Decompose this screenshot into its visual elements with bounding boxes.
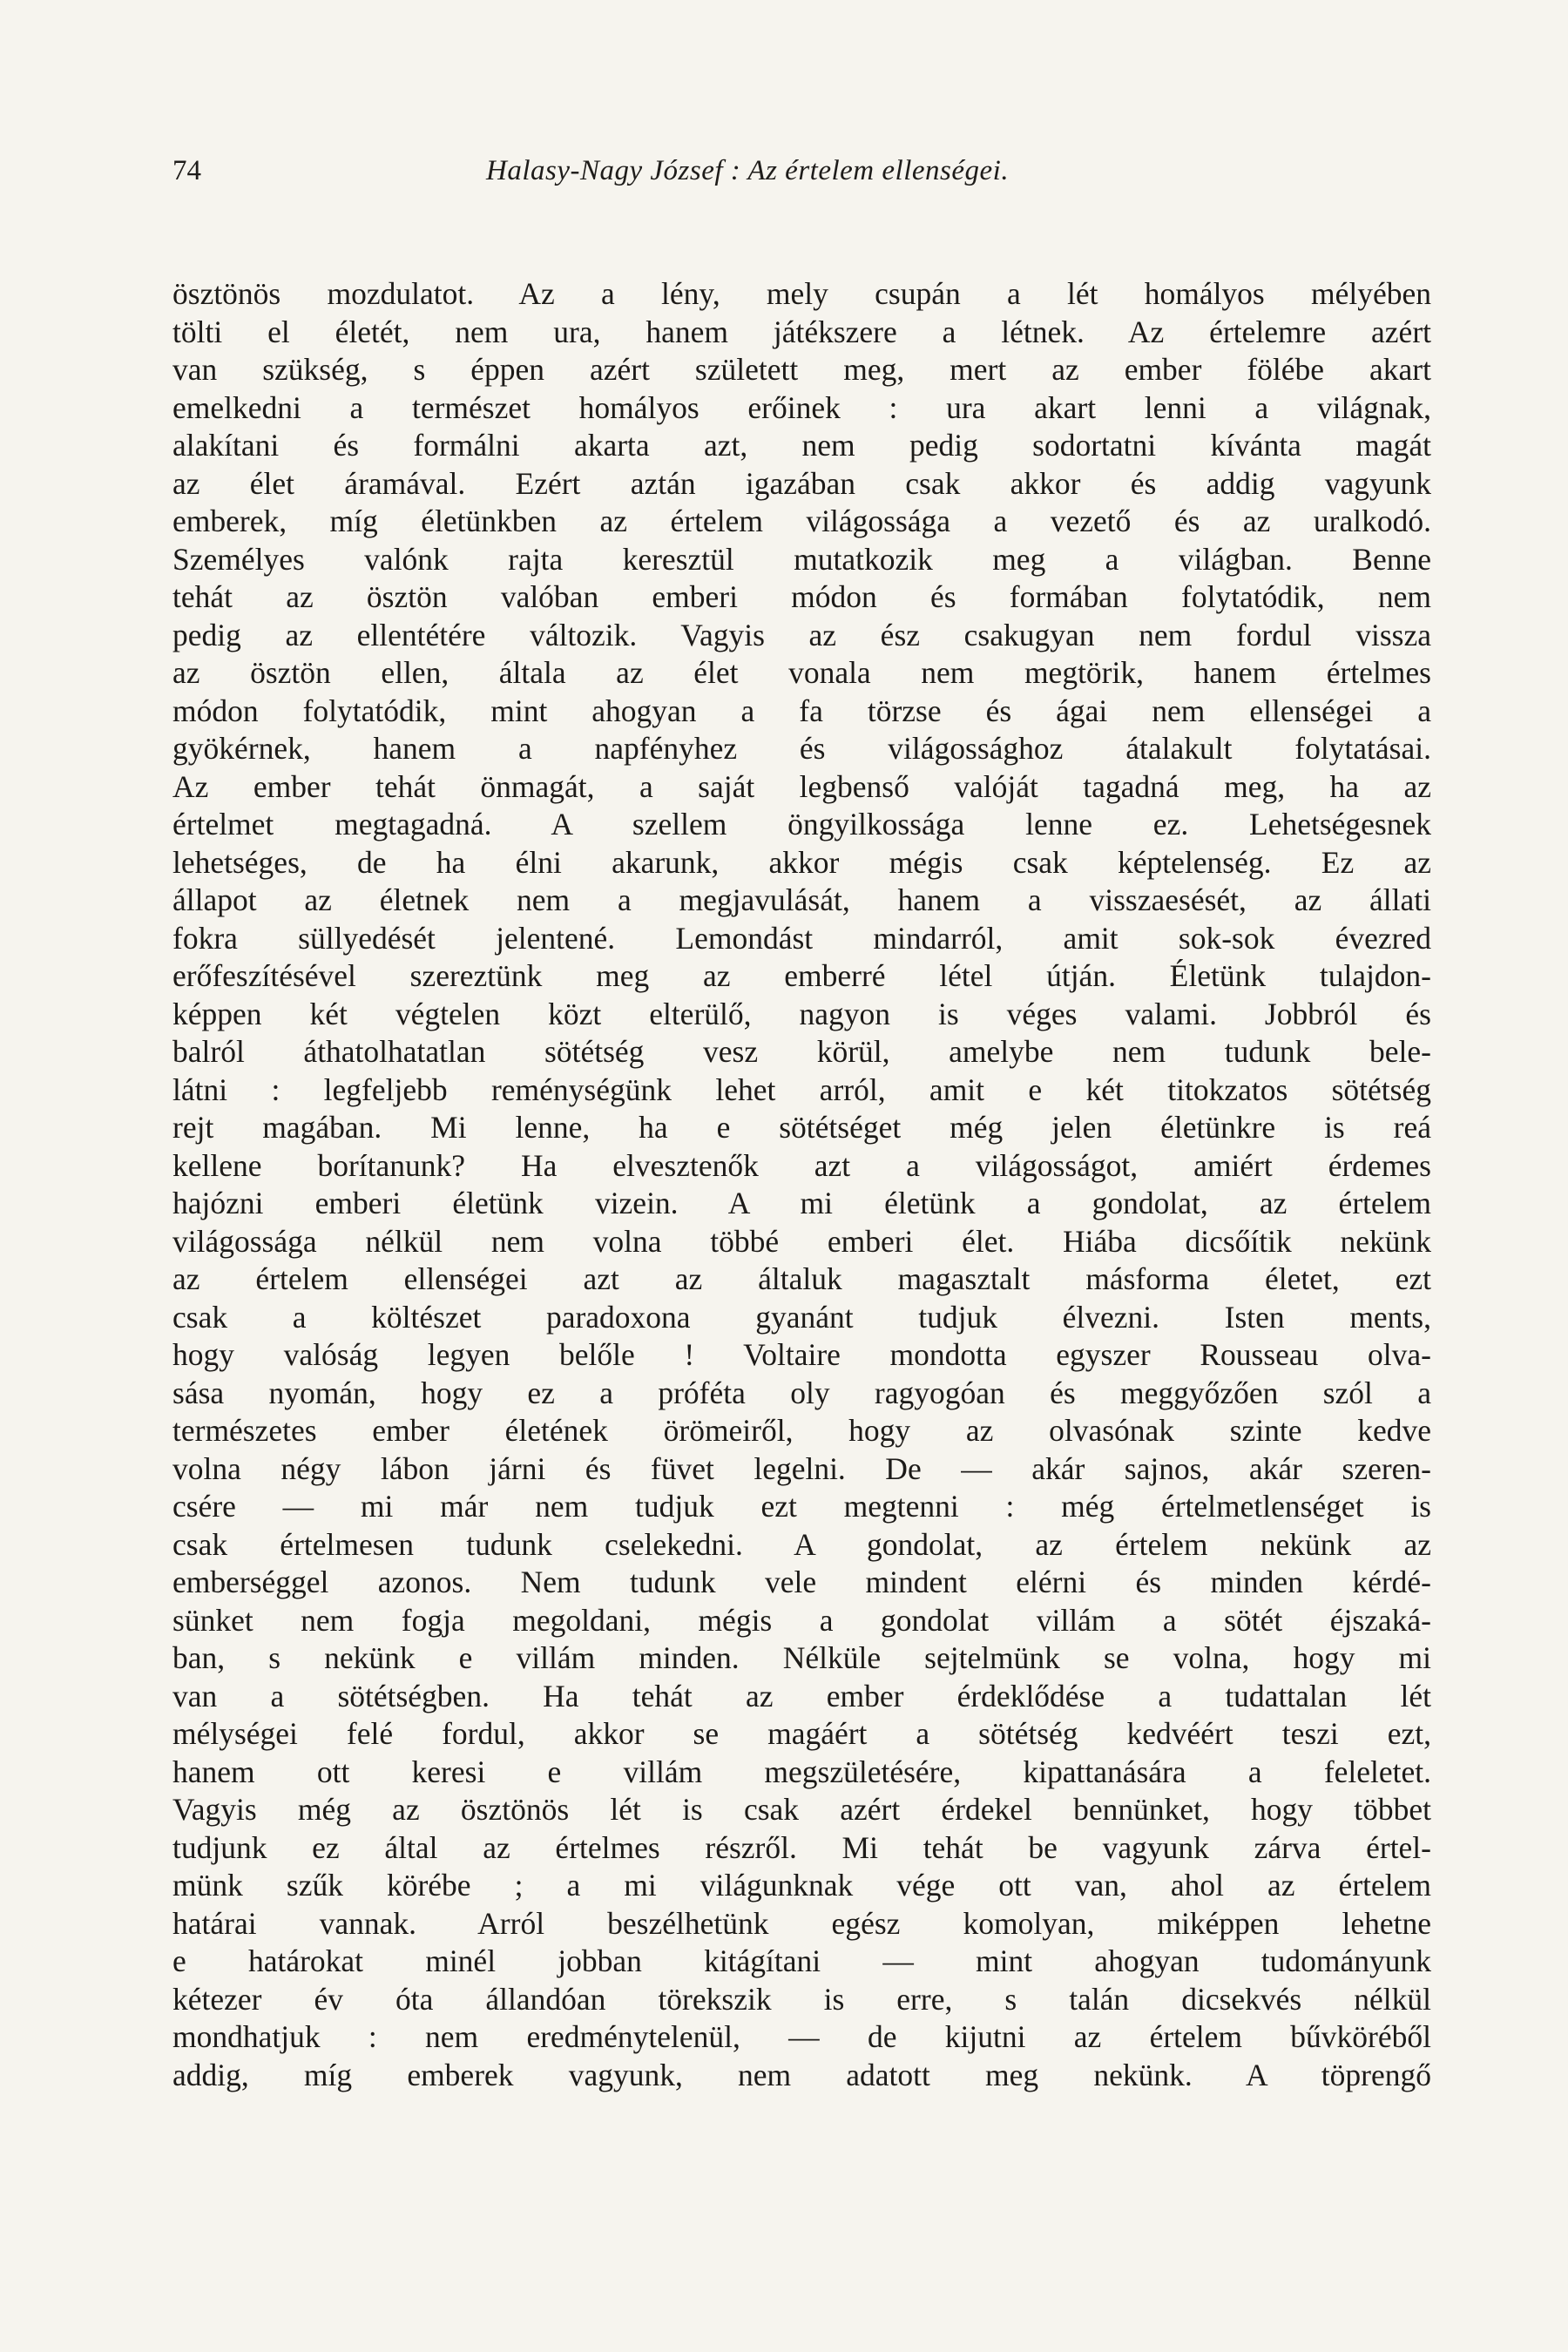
text-line: sünket nem fogja megoldani, mégis a gondolat villám a sötét éjszaká- bbox=[172, 1602, 1431, 1638]
running-head bbox=[172, 155, 1431, 199]
text-line: lehetséges, de ha élni akarunk, akkor mégis csak képtelenség. Ez az bbox=[172, 844, 1431, 880]
text-line: csak a költészet paradoxona gyanánt tudjuk élvezni. Isten ments, bbox=[172, 1299, 1431, 1335]
text-line: természetes ember életének örömeiről, hogy az olvasónak szinte kedve bbox=[172, 1413, 1431, 1448]
text-line: erőfeszítésével szereztünk meg az emberré létel útján. Életünk tulajdon- bbox=[172, 958, 1431, 993]
text-line: Vagyis még az ösztönös lét is csak azért érdekel bennünket, hogy többet bbox=[172, 1792, 1431, 1827]
running-title: Halasy-Nagy József : Az értelem ellenségei. bbox=[486, 155, 1010, 186]
text-line: rejt magában. Mi lenne, ha e sötétséget még jelen életünkre is reá bbox=[172, 1110, 1431, 1145]
text-line: balról áthatolhatatlan sötétség vesz körül, amelybe nem tudunk bele- bbox=[172, 1034, 1431, 1069]
text-line: hajózni emberi életünk vizein. A mi életünk a gondolat, az értelem bbox=[172, 1186, 1431, 1220]
text-line: látni : legfeljebb reménységünk lehet arról, amit e két titokzatos sötétség bbox=[172, 1071, 1431, 1107]
text-line: van szükség, s éppen azért született meg, mert az ember fölébe akart bbox=[172, 352, 1431, 387]
body-text bbox=[172, 275, 1431, 2094]
text-line: sása nyomán, hogy ez a próféta oly ragyogóan és meggyőzően szól a bbox=[172, 1375, 1431, 1410]
text-line: van a sötétségben. Ha tehát az ember érdeklődése a tudattalan lét bbox=[172, 1678, 1431, 1713]
text-line: tudjunk ez által az értelmes részről. Mi tehát be vagyunk zárva értel- bbox=[172, 1829, 1431, 1865]
text-line: emberséggel azonos. Nem tudunk vele mindent elérni és minden kérdé- bbox=[172, 1565, 1431, 1599]
text-line: münk szűk körébe ; a mi világunknak vége ott van, ahol az értelem bbox=[172, 1868, 1431, 1903]
text-line: képpen két végtelen közt elterülő, nagyon is véges valami. Jobbról és bbox=[172, 996, 1431, 1031]
text-line: csére — mi már nem tudjuk ezt megtenni : még értelmetlenséget is bbox=[172, 1489, 1431, 1524]
text-line: mondhatjuk : nem eredménytelenül, — de kijutni az értelem bűvköréből bbox=[172, 2019, 1431, 2054]
text-line: az ösztön ellen, általa az élet vonala nem megtörik, hanem értelmes bbox=[172, 655, 1431, 690]
text-line: volna négy lábon járni és füvet legelni. De — akár sajnos, akár szeren- bbox=[172, 1450, 1431, 1486]
text-line: kellene borítanunk? Ha elvesztenők azt a világosságot, amiért érdemes bbox=[172, 1147, 1431, 1183]
text-line: állapot az életnek nem a megjavulását, hanem a visszaesését, az állati bbox=[172, 882, 1431, 917]
text-line: e határokat minél jobban kitágítani — mint ahogyan tudományunk bbox=[172, 1943, 1431, 1978]
text-line: tölti el életét, nem ura, hanem játékszere a létnek. Az értelemre azért bbox=[172, 314, 1431, 349]
text-line: alakítani és formálni akarta azt, nem pedig sodortatni kívánta magát bbox=[172, 428, 1431, 463]
text-line: csak értelmesen tudunk cselekedni. A gondolat, az értelem nekünk az bbox=[172, 1526, 1431, 1562]
text-line: az élet áramával. Ezért aztán igazában csak akkor és addig vagyunk bbox=[172, 465, 1431, 501]
text-line: határai vannak. Arról beszélhetünk egész komolyan, miképpen lehetne bbox=[172, 1905, 1431, 1941]
text-line: hanem ott keresi e villám megszületésére, kipattanására a feleletet. bbox=[172, 1754, 1431, 1789]
text-line: emberek, míg életünkben az értelem világossága a vezető és az uralkodó. bbox=[172, 504, 1431, 538]
text-line: mélységei felé fordul, akkor se magáért a sötétség kedvéért teszi ezt, bbox=[172, 1716, 1431, 1751]
text-line: értelmet megtagadná. A szellem öngyilkossága lenne ez. Lehetségesnek bbox=[172, 807, 1431, 841]
text-line: világossága nélkül nem volna többé emberi élet. Hiába dicsőítik nekünk bbox=[172, 1223, 1431, 1259]
text-line: Az ember tehát önmagát, a saját legbenső valóját tagadná meg, ha az bbox=[172, 768, 1431, 804]
text-line: emelkedni a természet homályos erőinek : ura akart lenni a világnak, bbox=[172, 389, 1431, 425]
text-line: fokra süllyedését jelentené. Lemondást mindarról, amit sok-sok évezred bbox=[172, 920, 1431, 956]
text-line: tehát az ösztön valóban emberi módon és formában folytatódik, nem bbox=[172, 579, 1431, 614]
text-line: pedig az ellentétére változik. Vagyis az ész csakugyan nem fordul vissza bbox=[172, 617, 1431, 652]
text-line: gyökérnek, hanem a napfényhez és világossághoz átalakult folytatásai. bbox=[172, 731, 1431, 766]
text-line: ösztönös mozdulatot. Az a lény, mely csupán a lét homályos mélyében bbox=[172, 276, 1431, 311]
text-line: módon folytatódik, mint ahogyan a fa törzse és ágai nem ellenségei a bbox=[172, 693, 1431, 728]
text-line: hogy valóság legyen belőle ! Voltaire mondotta egyszer Rousseau olva- bbox=[172, 1337, 1431, 1372]
text-line: addig, míg emberek vagyunk, nem adatott meg nekünk. A töprengő bbox=[172, 2057, 1431, 2092]
page-number: 74 bbox=[172, 155, 201, 186]
text-line: az értelem ellenségei azt az általuk magasztalt másforma életet, ezt bbox=[172, 1261, 1431, 1296]
text-line: kétezer év óta állandóan törekszik is erre, s talán dicsekvés nélkül bbox=[172, 1981, 1431, 2017]
text-line: Személyes valónk rajta keresztül mutatkozik meg a világban. Benne bbox=[172, 541, 1431, 577]
text-line: ban, s nekünk e villám minden. Nélküle sejtelmünk se volna, hogy mi bbox=[172, 1640, 1431, 1675]
